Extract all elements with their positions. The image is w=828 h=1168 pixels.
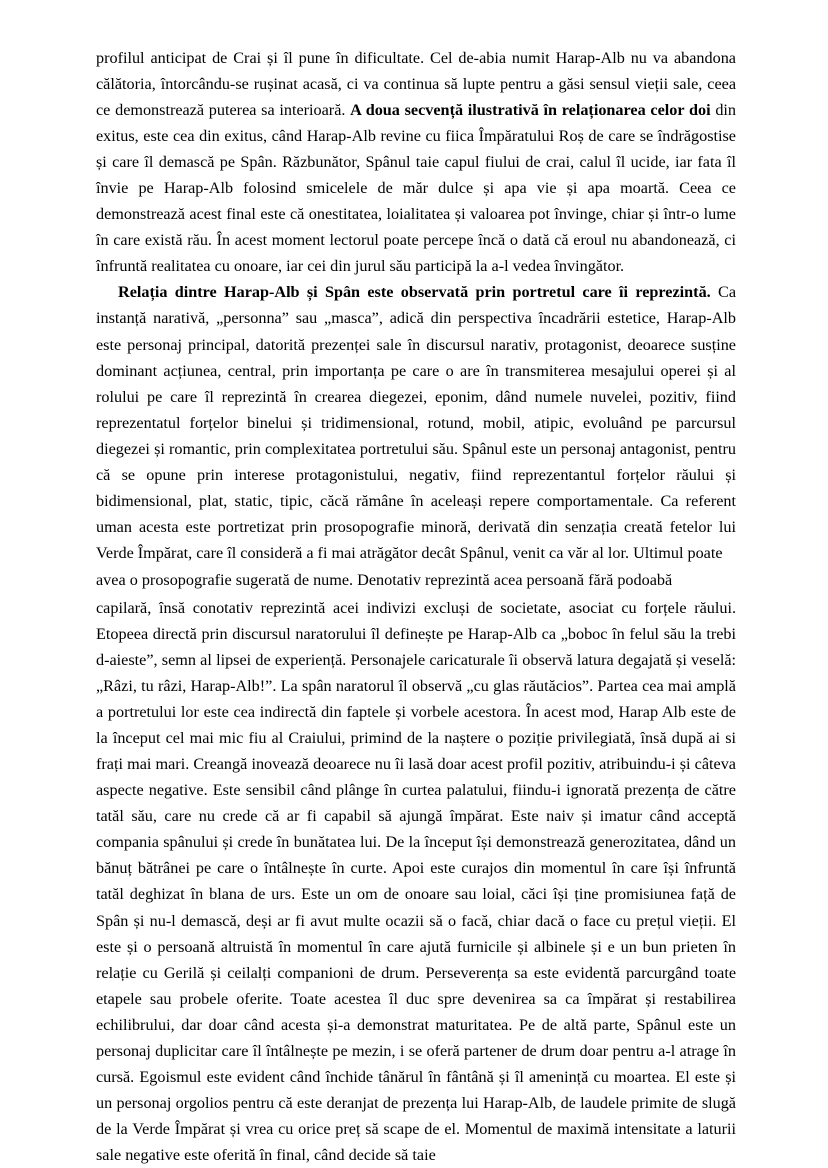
paragraph-1-run-3: din exitus, este cea din exitus, când Harap-Alb revine cu fiica Împăratului Roș de care se îndrăgostise și care îl demască pe Spân. Răzbunător, Spânul taie capul fiului de crai, calul îl ucide, iar fata îl învie pe Harap-Alb folosind smicelele de măr dulce și apa vie și apa moartă. Ceea ce demonstrează acest final este că onestitatea, loialitatea și valoarea pot învinge, chiar și într-o lume în care există rău. În acest moment lectorul poate percepe încă o dată că eroul nu abandonează, ci înfruntă realitatea cu onoare, iar cei din jurul său participă la a-l vedea învingător.	[96, 101, 737, 276]
paragraph-2-ragged-line	[96, 566, 736, 595]
paragraph-2-run-2: Ca instanță narativă, „personna” sau „masca”, adică din perspectiva încadrării estetice, Harap-Alb este personaj principal, datorită prezenței sale în discursul narativ, protagonist, deoarece susține dominant acțiunea, central, prin importanța pe care o are în transmiterea mesajului operei și al rolului pe care îl reprezintă în crearea diegezei, eponim, dând numele nuvelei, pozitiv, fiind reprezentatul forțelor binelui și tridimensional, rotund, mobil, atipic, evoluând pe parcursul diegezei și romantic, prin complexitatea portretului său. Spânul este un personaj antagonist, pentru că se opune prin interese protagonistului, negativ, fiind reprezentantul forțelor răului și bidimensional, plat, static, tipic, căcă rămâne în aceleași repere comportamentale. Ca referent uman acesta este portretizat prin prosopografie minoră, derivată din senzația creată fetelor lui Verde Împărat, care îl consideră a fi mai atrăgător decât Spânul, venit ca văr al lor. Ultimul poate	[96, 283, 737, 562]
paragraph-2-bold-phrase: Relația dintre Harap-Alb și Spân este observată prin portretul care îi reprezintă.	[118, 283, 711, 302]
text-column	[96, 45, 736, 1168]
paragraph-2-continuation	[96, 595, 736, 1168]
paragraph-2-ragged-line-text: avea o prosopografie sugerată de nume. Denotativ reprezintă acea persoană fără podoabă	[96, 570, 673, 589]
paragraph-2	[96, 279, 736, 566]
paragraph-1-run-1: profilul anticipat de Crai și îl pune în dificultate. Cel de-abia numit Harap-Alb nu va abandona călătoria, întorcându-se rușinat acasă, ci va continua să lupte pentru a găsi sensul vieții sale, ceea ce demonstrează puterea sa interioară.	[96, 49, 736, 120]
paragraph-1-bold-phrase: A doua secvență ilustrativă în relaționarea celor doi	[350, 101, 711, 120]
paragraph-2-continuation-text: capilară, însă conotativ reprezintă acei indivizi excluși de societate, asociat cu forțele răului. Etopeea directă prin discursul naratorului îl definește pe Harap-Alb ca „boboc în felul său la trebi d-aieste”, semn al lipsei de experiență. Personajele caricaturale îi observă latura degajată și veselă: „Râzi, tu râzi, Harap-Alb!”. La spân naratorul îl observă „cu glas răutăcios”. Partea cea mai amplă a portretului lor este cea indirectă din faptele și vorbele acestora. În acest mod, Harap Alb este de la început cel mai mic fiu al Craiului, primind de la naștere o poziție privilegiată, însă după ai si frați mai mari. Creangă inovează deoarece nu îi lasă doar acest profil pozitiv, atribuindu-i și câteva aspecte negative. Este sensibil când plânge în curtea palatului, fiindu-i ignorată prezența de către tatăl său, care nu crede că ar fi capabil să ajungă împărat. Este naiv și imatur când acceptă compania spânului și crede în bunătatea lui. De la început își demonstrează generozitatea, dând un bănuț bătrânei pe care o întâlnește în curte. Apoi este curajos din momentul în care își înfruntă tatăl deghizat în blana de urs. Este un om de onoare sau loial, căci își ține promisiunea față de Spân și nu-l demască, deși ar fi avut multe ocazii să o facă, chiar dacă o face cu prețul vieții. El este și o persoană altruistă în momentul în care ajută furnicile și albinele și e un bun prieten în relație cu Gerilă și ceilalți companioni de drum. Perseverența sa este evidentă parcurgând toate etapele sau probele oferite. Toate acestea îl duc spre devenirea sa ca împărat și restabilirea echilibrului, dar doar când acesta și-a demonstrat maturitatea. Pe de altă parte, Spânul este un personaj duplicitar care îl întâlnește pe mezin, i se oferă partener de drum doar pentru a-l atrage în cursă. Egoismul este evident când închide tânărul în fântână și îl amenință cu moartea. El este și un personaj orgolios pentru că este deranjat de prezența lui Harap-Alb, de laudele primite de slugă de la Verde Împărat și vrea cu orice preț să scape de el. Momentul de maximă intensitate a laturii sale negative este oferită în final, când decide să taie	[96, 598, 736, 1164]
paragraph-1	[96, 45, 736, 279]
